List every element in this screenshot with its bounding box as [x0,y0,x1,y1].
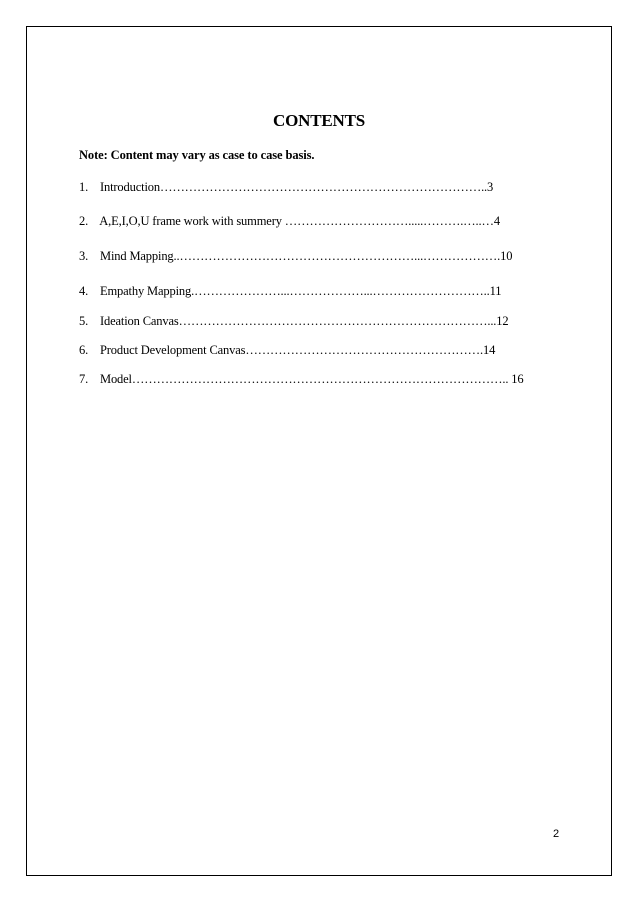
toc-item-text: Ideation Canvas…………………………………………………………………...12 [99,314,509,328]
toc-item-ideation-canvas [79,314,509,329]
toc-item-number: 7. [79,372,89,386]
toc-item-product-development-canvas [79,343,495,358]
toc-item-text: Introduction……………………………………………………………………..3 [99,180,494,194]
toc-item-text: Empathy Mapping.…………………...………………...………………………..11 [99,284,502,298]
toc-item-number: 1. [79,180,89,194]
page-number: 2 [553,828,560,840]
toc-item-text: Model……………………………………………………………………………….. 16 [99,372,524,386]
content-note: Note: Content may vary as case to case basis. [79,148,315,162]
toc-item-number: 4. [79,284,89,298]
toc-item-introduction [79,180,493,195]
toc-item-number: 3. [79,249,89,263]
page-title: CONTENTS [273,111,365,130]
toc-item-text: Mind Mapping..…………………………………………………...……………….10 [99,249,513,263]
toc-item-text: A,E,I,O,U frame work with summery ………………………….....……….…..…4 [99,214,500,228]
toc-item-aeiou-framework [79,214,500,229]
toc-item-number: 5. [79,314,89,328]
toc-item-text: Product Development Canvas………………………………………………….14 [99,343,496,357]
toc-item-mind-mapping [79,249,512,264]
toc-item-empathy-mapping [79,284,501,299]
toc-item-number: 2. [79,214,89,228]
toc-item-model [79,372,524,387]
toc-item-number: 6. [79,343,89,357]
